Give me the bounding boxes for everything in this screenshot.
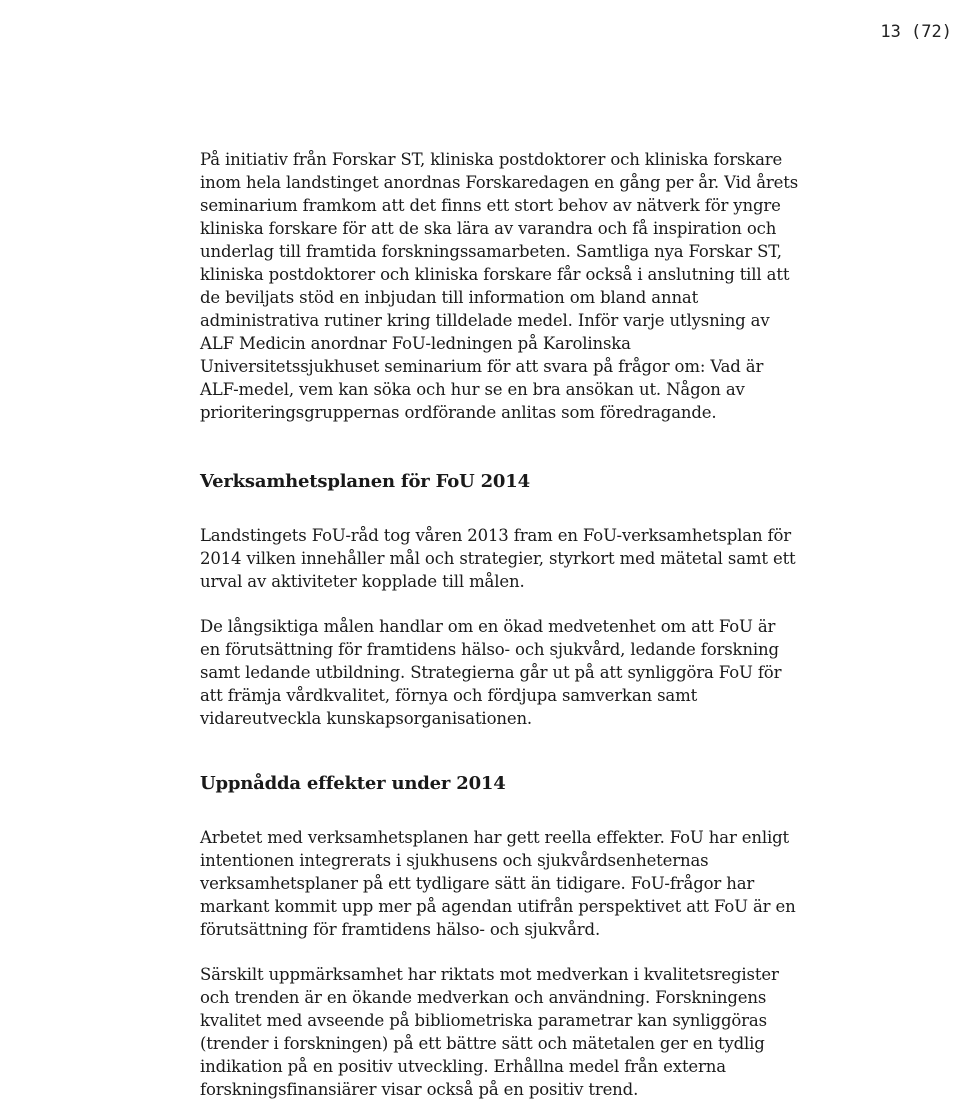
page-number: 13 (72) bbox=[880, 22, 952, 42]
document-body bbox=[200, 148, 800, 1101]
paragraph-langsiktiga-mal: De långsiktiga målen handlar om en ökad medvetenhet om att FoU är en förutsättning för framtidens hälso- och sjukvård, ledande forskning samt ledande utbildning. Strategierna går ut på att synliggöra FoU för att främja vårdkvalitet, förnya och fördjupa samverkan samt vidareutveckla kunskapsorganisationen. bbox=[200, 617, 782, 728]
paragraph-reella-effekter: Arbetet med verksamhetsplanen har gett reella effekter. FoU har enligt intentionen integrerats i sjukhusens och sjukvårdsenheternas verksamhetsplaner på ett tydligare sätt än tidigare. FoU-frågor har markant kommit upp mer på agendan utifrån perspektivet att FoU är en förutsättning för framtidens hälso- och sjukvård. bbox=[200, 828, 796, 939]
heading-uppnadda-effekter: Uppnådda effekter under 2014 bbox=[200, 773, 506, 794]
paragraph-kvalitetsregister: Särskilt uppmärksamhet har riktats mot medverkan i kvalitetsregister och trenden är en ökande medverkan och användning. Forskningens kvalitet med avseende på bibliometriska parametrar kan synliggöras (trender i forskningen) på ett bättre sätt och mätetalen ger en tydlig indikation på en positiv utveckling. Erhållna medel från externa forskningsfinansiärer visar också på en positiv trend. bbox=[200, 965, 779, 1099]
paragraph-forskaredagen: På initiativ från Forskar ST, kliniska postdoktorer och kliniska forskare inom hela landstinget anordnas Forskaredagen en gång per år. Vid årets seminarium framkom att det finns ett stort behov av nätverk för yngre kliniska forskare för att de ska lära av varandra och få inspiration och underlag till framtida forskningssamarbeten. Samtliga nya Forskar ST, kliniska postdoktorer och kliniska forskare får också i anslutning till att de beviljats stöd en inbjudan till information om bland annat administrativa rutiner kring tilldelade medel. Inför varje utlysning av ALF Medicin anordnar FoU-ledningen på Karolinska Universitetssjukhuset seminarium för att svara på frågor om: Vad är ALF-medel, vem kan söka och hur se en bra ansökan ut. Någon av prioriteringsgruppernas ordförande anlitas som föredragande. bbox=[200, 150, 799, 422]
heading-verksamhetsplanen: Verksamhetsplanen för FoU 2014 bbox=[200, 471, 530, 492]
paragraph-fou-verksamhetsplan: Landstingets FoU-råd tog våren 2013 fram en FoU-verksamhetsplan för 2014 vilken innehåller mål och strategier, styrkort med mätetal samt ett urval av aktiviteter kopplade till målen. bbox=[200, 526, 796, 591]
